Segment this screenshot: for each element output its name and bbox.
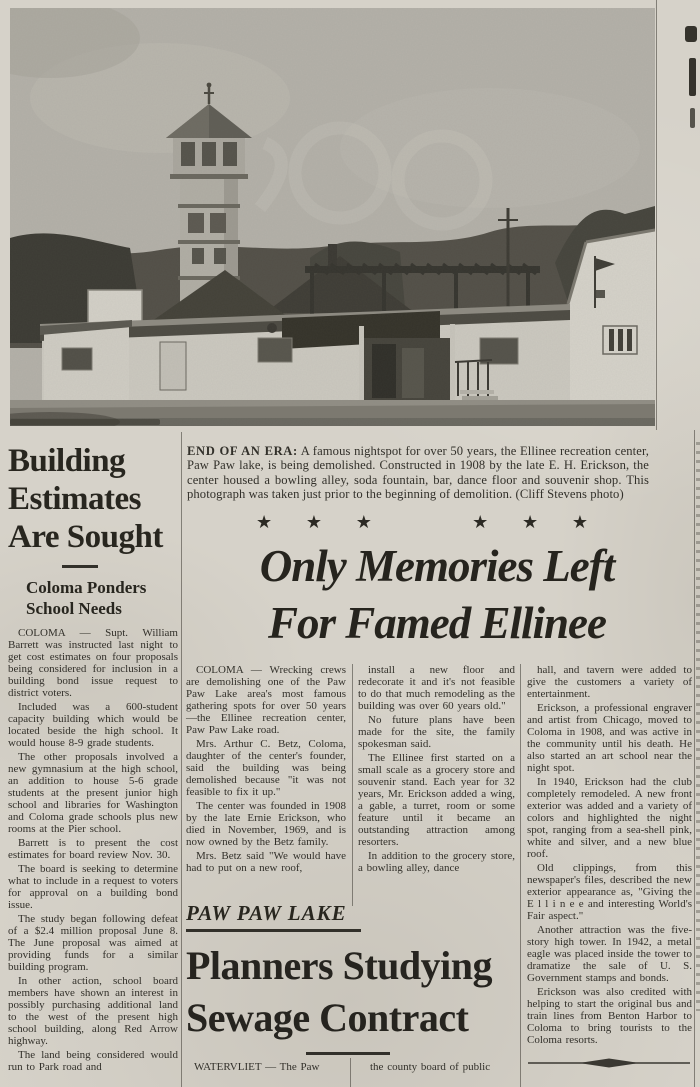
paragraph: No future plans have been made for the site, the family spokesman said.: [358, 714, 515, 750]
paragraph: The center was founded in 1908 by the late Ernie Erickson, who died in November, 1969, and is now owned by the Betz family.: [186, 800, 346, 848]
paragraph: COLOMA — Wrecking crews are demolishing one of the Paw Paw Lake area's most famous gathering spots for over 50 years —the Ellinee recreation center, Paw Paw Lake road.: [186, 664, 346, 736]
headline-divider: [306, 1052, 390, 1055]
left-article-subhead: Coloma Ponders School Needs: [26, 578, 147, 618]
paragraph: the county board of public: [370, 1061, 491, 1073]
end-of-article-divider: [528, 1056, 690, 1068]
paragraph: COLOMA — Supt. William Barrett was instructed last night to get cost estimates on four proposals being considered for inclusion in a building bond issue request to district voters.: [8, 627, 178, 699]
main-headline-line2: For Famed Ellinee: [267, 598, 606, 648]
photo-grain-overlay: [10, 8, 655, 426]
secondary-article: [186, 901, 520, 1073]
caption-text: A famous nightspot for over 50 years, the Ellinee recreation center, Paw Paw lake, is being demolished. Constructed in 1908 by the late E. H. Erickson, the center housed a bowling alley, soda fountain, bar, dance floor and souvenir shop. This photograph was taken just prior to the beginning of demolition. (Cliff Stevens photo): [187, 443, 649, 502]
scan-artifact: [10, 419, 160, 425]
main-article-column-3: [527, 664, 692, 1048]
paragraph: WATERVLIET — The Paw: [194, 1061, 320, 1073]
left-article: [8, 442, 178, 1075]
scan-artifact: [690, 108, 695, 128]
paragraph: Mrs. Arthur C. Betz, Coloma, daughter of the center's founder, said the building was being demolished because "it was not feasible to fix it up.": [186, 738, 346, 798]
paragraph: In addition to the grocery store, a bowling alley, dance: [358, 850, 515, 874]
page-edge-rule: [694, 430, 695, 1087]
column-rule: [181, 432, 182, 1087]
scan-artifact: [685, 26, 697, 42]
photo-caption: [187, 444, 649, 502]
secondary-headline-line1: Planners Studying: [186, 943, 493, 988]
paragraph: The Ellinee first started on a small scale as a grocery store and souvenir stand. Each year for 32 years, Mr. Erickson added a wing, a gable, a turret, room or some feature until it became an outstanding attraction among resorters.: [358, 752, 515, 848]
adjacent-column-fragments: [696, 436, 700, 1011]
paragraph: Erickson was also credited with helping to start the original bus and train lines from Benton Harbor to Coloma to bring tourists to the Coloma resorts.: [527, 986, 692, 1046]
secondary-headline-line2: Sewage Contract: [186, 995, 469, 1040]
main-headline: [186, 538, 688, 652]
paragraph: hall, and tavern were added to give the customers a variety of entertainment.: [527, 664, 692, 700]
caption-lead: END OF AN ERA:: [187, 443, 298, 458]
paragraph: Erickson, a professional engraver and artist from Chicago, moved to Coloma in 1908, and was active in the community until his death. He also started an art school near the night spot.: [527, 702, 692, 774]
left-article-headline: Building Estimates Are Sought: [8, 443, 163, 555]
paragraph: The land being considered would run to Park road and: [8, 1049, 178, 1073]
column-rule: [656, 0, 657, 430]
secondary-article-body: [186, 1061, 520, 1073]
main-headline-line1: Only Memories Left: [259, 541, 615, 591]
paragraph: Mrs. Betz said "We would have had to put on a new roof,: [186, 850, 346, 874]
paragraph: The other proposals involved a new gymnasium at the high school, an addition to house 5-6 grade students at the present junior high school and libraries for Washington and Coloma grade schools plus new rooms at the Pier school.: [8, 751, 178, 835]
secondary-kicker: PAW PAW LAKE: [186, 901, 361, 932]
scan-artifact: [689, 58, 696, 96]
paragraph: In other action, school board members have shown an interest in possibly purchasing additional land to the west of the present high school building, along Red Arrow highway.: [8, 975, 178, 1047]
news-photo: [10, 8, 655, 426]
headline-divider: [62, 565, 98, 568]
paragraph: The board is seeking to determine what to include in a request to voters for approval on a building bond issue.: [8, 863, 178, 911]
paragraph: Barrett is to present the cost estimates for board review Nov. 30.: [8, 837, 178, 861]
star-ornaments: [186, 512, 694, 533]
stars-left: ★ ★ ★: [256, 512, 386, 533]
paragraph: install a new floor and redecorate it and it's not feasible to do that much remodeling as the building was over 60 years old.": [358, 664, 515, 712]
secondary-headline: [186, 940, 520, 1044]
left-article-body: [8, 627, 178, 1073]
paragraph: Old clippings, from this newspaper's files, described the new exterior appearance as, "Giving the E l l i n e e and interesting World's Fair aspect.": [527, 862, 692, 922]
paragraph: The study began following defeat of a $2.4 million proposal June 8. The June proposal was aimed at providing funds for a similar building program.: [8, 913, 178, 973]
paragraph: In 1940, Erickson had the club completely remodeled. A new front exterior was added and a variety of colors and highlighted the night spot, ranging from a sea-shell pink, white and silver, and a new blue roof.: [527, 776, 692, 860]
paragraph: Another attraction was the five-story high tower. In 1942, a metal eagle was placed inside the tower to dramatize the sale of U. S. Government stamps and bonds.: [527, 924, 692, 984]
paragraph: Included was a 600-student capacity building which would be located beside the high school. It would house 8-9 grade students.: [8, 701, 178, 749]
stars-right: ★ ★ ★: [472, 512, 602, 533]
